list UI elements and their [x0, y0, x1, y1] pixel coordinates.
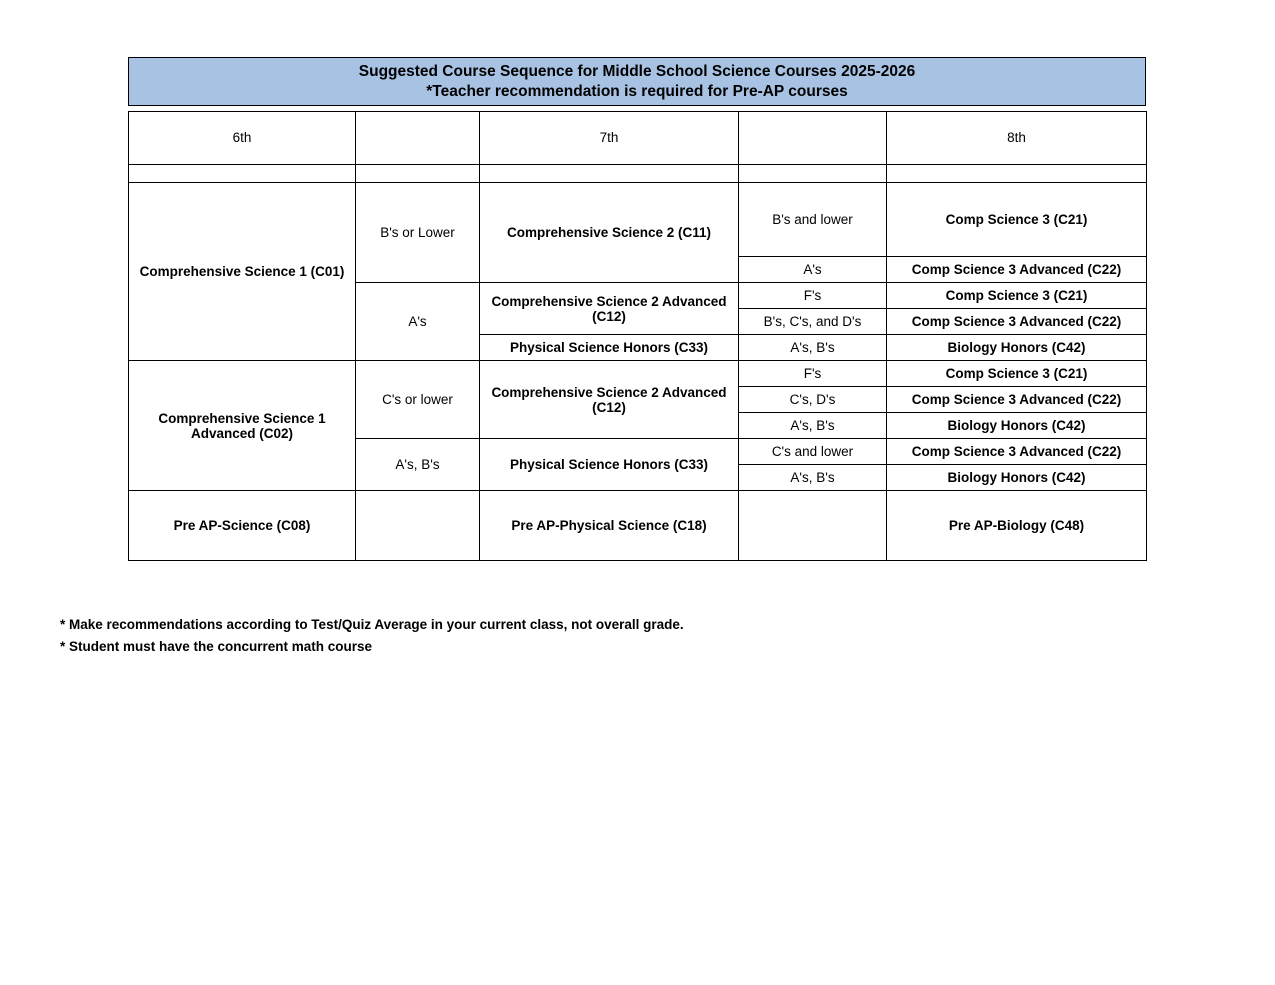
spacer-cell-4 [739, 165, 887, 183]
path2-branch1-grade6-grade: C's or lower [356, 361, 480, 439]
path1-branch2-grade7-course: Comprehensive Science 2 Advanced (C12) [480, 283, 739, 335]
path3-grade7-course: Pre AP-Physical Science (C18) [480, 491, 739, 561]
path1-branch2-outcome1-grade: F's [739, 283, 887, 309]
column-header-spacer-2 [739, 112, 887, 165]
spacer-cell-5 [887, 165, 1147, 183]
path2-grade6-course: Comprehensive Science 1 Advanced (C02) [129, 361, 356, 491]
path2-branch2-outcome2-grade: A's, B's [739, 465, 887, 491]
path1-branch1-grade7-course: Comprehensive Science 2 (C11) [480, 183, 739, 283]
table-spacer-row [129, 165, 1147, 183]
path1-branch1-outcome1-course: Comp Science 3 (C21) [887, 183, 1147, 257]
column-header-grade6: 6th [129, 112, 356, 165]
path2-branch1-outcome1-grade: F's [739, 361, 887, 387]
path3-grade6-course: Pre AP-Science (C08) [129, 491, 356, 561]
path1-branch2-grade6-grade: A's [356, 283, 480, 361]
path1-branch2-outcome1-course: Comp Science 3 (C21) [887, 283, 1147, 309]
footnote-2: * Student must have the concurrent math course [60, 639, 373, 655]
path2-branch2-outcome1-course: Comp Science 3 Advanced (C22) [887, 439, 1147, 465]
title-banner [128, 57, 1146, 106]
path2-branch1-outcome1-course: Comp Science 3 (C21) [887, 361, 1147, 387]
path1-branch1-outcome1-grade: B's and lower [739, 183, 887, 257]
path1-branch2-outcome2-course: Comp Science 3 Advanced (C22) [887, 309, 1147, 335]
footnotes [60, 614, 684, 659]
path2-branch1-outcome3-grade: A's, B's [739, 413, 887, 439]
footnote-1: * Make recommendations according to Test/Quiz Average in your current class, not overall grade. [60, 617, 684, 632]
path1-grade6-course: Comprehensive Science 1 (C01) [129, 183, 356, 361]
path1-branch2-outcome2-grade: B's, C's, and D's [739, 309, 887, 335]
path2-branch2-grade7-course: Physical Science Honors (C33) [480, 439, 739, 491]
path2-branch2-outcome1-grade: C's and lower [739, 439, 887, 465]
path3-grade6-grade [356, 491, 480, 561]
path2-branch1-outcome2-course: Comp Science 3 Advanced (C22) [887, 387, 1147, 413]
column-header-grade8: 8th [887, 112, 1147, 165]
spacer-cell-1 [129, 165, 356, 183]
path2-branch2-outcome2-course: Biology Honors (C42) [887, 465, 1147, 491]
course-sequence-table [128, 111, 1147, 561]
path1-branch3-outcome1-grade: A's, B's [739, 335, 887, 361]
path2-branch1-grade7-course: Comprehensive Science 2 Advanced (C12) [480, 361, 739, 439]
column-header-spacer-1 [356, 112, 480, 165]
path1-branch1-grade6-grade: B's or Lower [356, 183, 480, 283]
title-line-2: *Teacher recommendation is required for Pre-AP courses [426, 82, 848, 100]
table-row [129, 183, 1147, 257]
table-row [129, 361, 1147, 387]
path2-branch1-outcome2-grade: C's, D's [739, 387, 887, 413]
title-line-1: Suggested Course Sequence for Middle School Science Courses 2025-2026 [358, 62, 916, 80]
path1-branch1-outcome2-course: Comp Science 3 Advanced (C22) [887, 257, 1147, 283]
spacer-cell-2 [356, 165, 480, 183]
table-row [129, 491, 1147, 561]
path1-branch3-grade7-course: Physical Science Honors (C33) [480, 335, 739, 361]
spacer-cell-3 [480, 165, 739, 183]
column-header-grade7: 7th [480, 112, 739, 165]
path1-branch1-outcome2-grade: A's [739, 257, 887, 283]
path3-grade8-course: Pre AP-Biology (C48) [887, 491, 1147, 561]
path1-branch3-outcome1-course: Biology Honors (C42) [887, 335, 1147, 361]
path2-branch2-grade6-grade: A's, B's [356, 439, 480, 491]
path3-grade7-grade [739, 491, 887, 561]
table-header-row [129, 112, 1147, 165]
path2-branch1-outcome3-course: Biology Honors (C42) [887, 413, 1147, 439]
